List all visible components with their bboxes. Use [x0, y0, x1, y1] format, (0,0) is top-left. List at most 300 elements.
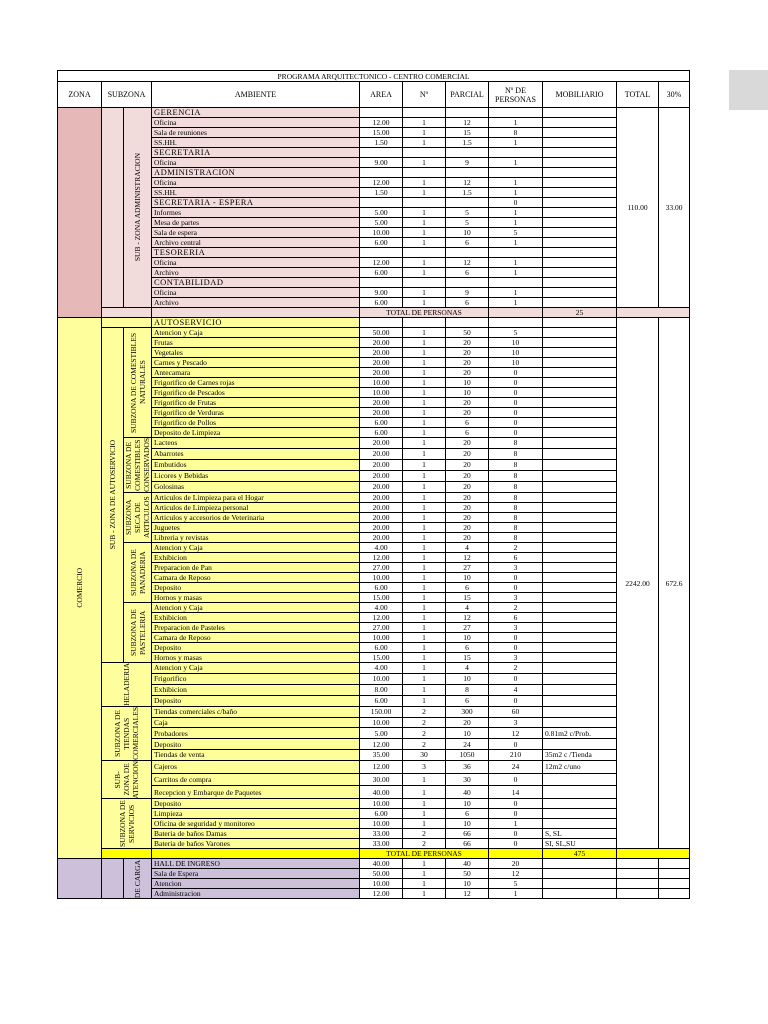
area-cell: 15.00	[360, 652, 403, 662]
table-row	[58, 622, 690, 632]
count-cell: 2	[403, 706, 446, 717]
mobiliario-cell	[543, 717, 617, 728]
table-row	[58, 318, 690, 328]
area-cell: 10.00	[360, 572, 403, 582]
parcial-cell: 20	[446, 358, 489, 368]
personas-cell: 6	[489, 612, 543, 622]
table-row	[58, 786, 690, 799]
parcial-cell: 40	[446, 859, 489, 869]
parcial-cell	[446, 248, 489, 258]
mobiliario-cell	[543, 889, 617, 899]
ambiente-cell: Carnes y Pescado	[152, 358, 360, 368]
ambiente-cell: Carritos de compra	[152, 773, 360, 786]
program-table	[57, 70, 690, 899]
mobiliario-cell	[543, 398, 617, 408]
comercio-pct: 672.6	[659, 318, 690, 849]
parcial-cell: 66	[446, 829, 489, 839]
parcial-cell: 4	[446, 602, 489, 612]
zona-comercio	[58, 318, 102, 859]
personas-cell	[489, 168, 543, 178]
mobiliario-cell	[543, 138, 617, 148]
table-row	[58, 502, 690, 512]
subzona-group-6-label: HELADERIA	[122, 662, 131, 706]
table-row	[58, 398, 690, 408]
count-cell: 1	[403, 602, 446, 612]
count-cell: 1	[403, 348, 446, 358]
table-row	[58, 278, 690, 288]
parcial-cell: 6	[446, 298, 489, 308]
personas-cell: 0	[489, 632, 543, 642]
area-cell: 12.00	[360, 552, 403, 562]
parcial-cell: 1.5	[446, 188, 489, 198]
table-row	[58, 138, 690, 148]
area-cell: 10.00	[360, 378, 403, 388]
comercio-total: 2242.00	[617, 318, 659, 849]
parcial-cell	[446, 198, 489, 208]
area-cell: 50.00	[360, 328, 403, 338]
section-heading: SECRETARIA	[152, 148, 360, 158]
mobiliario-cell	[543, 582, 617, 592]
area-cell: 4.00	[360, 542, 403, 552]
area-cell: 20.00	[360, 368, 403, 378]
count-cell: 2	[403, 717, 446, 728]
mobiliario-cell	[543, 706, 617, 717]
area-cell: 33.00	[360, 829, 403, 839]
count-cell: 1	[403, 258, 446, 268]
admin-total-personas: 25	[543, 308, 617, 318]
area-cell: 15.00	[360, 592, 403, 602]
personas-cell: 8	[489, 470, 543, 481]
ambiente-cell: Exhibicion	[152, 684, 360, 695]
count-cell: 1	[403, 592, 446, 602]
parcial-cell: 12	[446, 178, 489, 188]
mobiliario-cell	[543, 799, 617, 809]
area-cell: 20.00	[360, 512, 403, 522]
parcial-cell: 6	[446, 418, 489, 428]
table-row	[58, 749, 690, 760]
personas-cell: 8	[489, 448, 543, 459]
ambiente-cell: Frigorifico de Pollos	[152, 418, 360, 428]
mobiliario-cell	[543, 298, 617, 308]
parcial-cell: 10	[446, 388, 489, 398]
count-cell: 1	[403, 552, 446, 562]
total-cell	[617, 869, 659, 879]
parcial-cell: 4	[446, 542, 489, 552]
personas-cell: 1	[489, 819, 543, 829]
mobiliario-cell	[543, 632, 617, 642]
table-row	[58, 542, 690, 552]
ambiente-cell: Administracion	[152, 889, 360, 899]
ambiente-cell: Tiendas de venta	[152, 749, 360, 760]
mobiliario-cell	[543, 268, 617, 278]
subzona-group-2	[124, 438, 152, 493]
table-row	[58, 773, 690, 786]
parcial-cell	[446, 168, 489, 178]
mobiliario-cell	[543, 869, 617, 879]
parcial-cell: 12	[446, 118, 489, 128]
parcial-cell: 10	[446, 819, 489, 829]
ambiente-cell: Atencion y Caja	[152, 602, 360, 612]
mobiliario-cell	[543, 786, 617, 799]
ambiente-cell: Frigorifico de Verduras	[152, 408, 360, 418]
personas-cell: 12	[489, 869, 543, 879]
personas-cell: 3	[489, 622, 543, 632]
mobiliario-cell	[543, 652, 617, 662]
table-row	[58, 879, 690, 889]
table-row	[58, 408, 690, 418]
count-cell: 1	[403, 428, 446, 438]
mobiliario-cell	[543, 602, 617, 612]
table-row	[58, 238, 690, 248]
ambiente-cell: Bateria de baños Varones	[152, 839, 360, 849]
header-n: Nº	[403, 82, 446, 108]
program-sheet	[57, 70, 690, 899]
mobiliario-cell: S, SL	[543, 829, 617, 839]
comercio-total-personas-label: TOTAL DE PERSONAS	[360, 849, 489, 859]
subzona-admin-gap	[102, 108, 124, 308]
ambiente-cell: Oficina	[152, 258, 360, 268]
parcial-cell: 10	[446, 572, 489, 582]
area-cell: 6.00	[360, 428, 403, 438]
ambiente-cell: Deposito	[152, 582, 360, 592]
parcial-cell: 50	[446, 328, 489, 338]
mobiliario-cell	[543, 572, 617, 582]
total-cell	[617, 889, 659, 899]
ambiente-cell: Sala de Espera	[152, 869, 360, 879]
area-cell: 6.00	[360, 809, 403, 819]
ambiente-cell: Archivo central	[152, 238, 360, 248]
header-parcial: PARCIAL	[446, 82, 489, 108]
area-cell: 6.00	[360, 695, 403, 706]
table-row	[58, 819, 690, 829]
table-row	[58, 448, 690, 459]
ambiente-cell: Camara de Reposo	[152, 572, 360, 582]
personas-cell: 1	[489, 158, 543, 168]
spacer	[489, 849, 543, 859]
table-row	[58, 562, 690, 572]
total-cell	[617, 859, 659, 869]
personas-cell: 0	[489, 572, 543, 582]
parcial-cell: 6	[446, 642, 489, 652]
personas-cell: 0	[489, 809, 543, 819]
mobiliario-cell	[543, 168, 617, 178]
personas-cell: 1	[489, 258, 543, 268]
ambiente-cell: Antecamara	[152, 368, 360, 378]
spacer	[617, 849, 690, 859]
personas-cell: 8	[489, 502, 543, 512]
table-row	[58, 809, 690, 819]
header-area: AREA	[360, 82, 403, 108]
table-row	[58, 438, 690, 449]
table-row	[58, 268, 690, 278]
parcial-cell: 10	[446, 378, 489, 388]
ambiente-cell: Archivo	[152, 268, 360, 278]
ambiente-cell: Lacteos	[152, 438, 360, 449]
count-cell: 1	[403, 218, 446, 228]
count-cell: 1	[403, 879, 446, 889]
count-cell: 1	[403, 268, 446, 278]
spacer	[102, 308, 152, 318]
table-row	[58, 552, 690, 562]
mobiliario-cell	[543, 542, 617, 552]
personas-cell: 3	[489, 592, 543, 602]
count-cell: 1	[403, 388, 446, 398]
area-cell: 5.00	[360, 728, 403, 739]
area-cell: 20.00	[360, 338, 403, 348]
count-cell: 1	[403, 512, 446, 522]
count-cell: 1	[403, 492, 446, 502]
table-row	[58, 532, 690, 542]
personas-cell: 0	[489, 695, 543, 706]
count-cell: 1	[403, 238, 446, 248]
table-row	[58, 849, 690, 859]
count-cell: 1	[403, 398, 446, 408]
parcial-cell: 20	[446, 512, 489, 522]
count-cell: 1	[403, 128, 446, 138]
area-cell: 20.00	[360, 492, 403, 502]
parcial-cell: 20	[446, 348, 489, 358]
subzona-group-9	[102, 799, 152, 849]
ambiente-cell: Deposito	[152, 642, 360, 652]
personas-cell: 0	[489, 388, 543, 398]
table-row	[58, 728, 690, 739]
mobiliario-cell	[543, 388, 617, 398]
table-row	[58, 481, 690, 492]
table-row	[58, 308, 690, 318]
count-cell: 1	[403, 695, 446, 706]
area-cell: 20.00	[360, 398, 403, 408]
table-row	[58, 228, 690, 238]
ambiente-cell: Vegetales	[152, 348, 360, 358]
area-cell	[360, 278, 403, 288]
spacer	[102, 849, 152, 859]
table-row	[58, 158, 690, 168]
count-cell: 1	[403, 418, 446, 428]
table-row	[58, 652, 690, 662]
area-cell: 12.00	[360, 889, 403, 899]
personas-cell: 2	[489, 602, 543, 612]
mobiliario-cell	[543, 278, 617, 288]
personas-cell	[489, 318, 543, 328]
mobiliario-cell	[543, 492, 617, 502]
count-cell: 1	[403, 652, 446, 662]
ambiente-cell: Sala de espera	[152, 228, 360, 238]
mobiliario-cell	[543, 448, 617, 459]
table-row	[58, 368, 690, 378]
personas-cell: 1	[489, 208, 543, 218]
mobiliario-cell	[543, 378, 617, 388]
table-row	[58, 328, 690, 338]
personas-cell: 4	[489, 684, 543, 695]
ambiente-cell: Deposito de Limpieza	[152, 428, 360, 438]
mobiliario-cell	[543, 552, 617, 562]
parcial-cell: 50	[446, 869, 489, 879]
mobiliario-cell	[543, 408, 617, 418]
count-cell: 1	[403, 662, 446, 673]
area-cell: 10.00	[360, 673, 403, 684]
subzona-group-6	[102, 662, 152, 706]
count-cell: 1	[403, 889, 446, 899]
subzona-group-2-label: SUBZONA DE COMESTIBLES CONSERVADOS	[124, 438, 151, 492]
parcial-cell: 66	[446, 839, 489, 849]
area-cell: 10.00	[360, 879, 403, 889]
area-cell: 40.00	[360, 859, 403, 869]
parcial-cell: 12	[446, 612, 489, 622]
personas-cell: 1	[489, 288, 543, 298]
table-row	[58, 889, 690, 899]
table-row	[58, 388, 690, 398]
area-cell: 6.00	[360, 298, 403, 308]
count-cell: 1	[403, 448, 446, 459]
mobiliario-cell	[543, 318, 617, 328]
subzona-ingreso-gap	[102, 859, 124, 899]
table-row	[58, 522, 690, 532]
table-row	[58, 602, 690, 612]
area-cell	[360, 168, 403, 178]
count-cell	[403, 108, 446, 118]
subzona-autoservicio	[102, 328, 124, 663]
table-row	[58, 512, 690, 522]
header-ambiente: AMBIENTE	[152, 82, 360, 108]
table-row	[58, 859, 690, 869]
area-cell: 6.00	[360, 268, 403, 278]
subzona-group-4	[124, 542, 152, 602]
personas-cell: 14	[489, 786, 543, 799]
table-row	[58, 118, 690, 128]
area-cell: 20.00	[360, 438, 403, 449]
ambiente-cell: Limpieza	[152, 809, 360, 819]
ambiente-cell: Caja	[152, 717, 360, 728]
personas-cell: 10	[489, 348, 543, 358]
area-cell: 12.00	[360, 118, 403, 128]
parcial-cell: 20	[446, 492, 489, 502]
ambiente-cell: Probadores	[152, 728, 360, 739]
area-cell: 6.00	[360, 582, 403, 592]
personas-cell: 5	[489, 879, 543, 889]
area-cell: 4.00	[360, 662, 403, 673]
parcial-cell: 20	[446, 470, 489, 481]
ambiente-cell: Atencion y Caja	[152, 662, 360, 673]
count-cell: 1	[403, 328, 446, 338]
personas-cell: 8	[489, 481, 543, 492]
count-cell: 1	[403, 562, 446, 572]
mobiliario-cell	[543, 338, 617, 348]
mobiliario-cell	[543, 368, 617, 378]
ambiente-cell: Archivo	[152, 298, 360, 308]
parcial-cell: 4	[446, 662, 489, 673]
ambiente-cell: Exhibicion	[152, 552, 360, 562]
subzona-group-1-label: SUBZONA DE COMESTIBLES NATURALES	[128, 332, 147, 433]
personas-cell: 2	[489, 662, 543, 673]
ambiente-cell: Exhibicion	[152, 612, 360, 622]
area-cell: 20.00	[360, 502, 403, 512]
table-row	[58, 662, 690, 673]
area-cell	[360, 248, 403, 258]
parcial-cell: 10	[446, 673, 489, 684]
area-cell: 150.00	[360, 706, 403, 717]
parcial-cell: 6	[446, 582, 489, 592]
area-cell: 4.00	[360, 602, 403, 612]
personas-cell: 1	[489, 178, 543, 188]
table-row	[58, 218, 690, 228]
ambiente-cell: Abarrotes	[152, 448, 360, 459]
count-cell: 3	[403, 760, 446, 773]
parcial-cell: 20	[446, 368, 489, 378]
mobiliario-cell	[543, 218, 617, 228]
parcial-cell: 9	[446, 158, 489, 168]
area-cell: 27.00	[360, 562, 403, 572]
subzona-admin	[124, 108, 152, 308]
area-cell: 10.00	[360, 632, 403, 642]
count-cell	[403, 318, 446, 328]
count-cell: 1	[403, 869, 446, 879]
parcial-cell: 20	[446, 481, 489, 492]
parcial-cell: 20	[446, 459, 489, 470]
ambiente-cell: Oficina	[152, 288, 360, 298]
ambiente-cell: Licores y Bebidas	[152, 470, 360, 481]
personas-cell: 0	[489, 799, 543, 809]
mobiliario-cell	[543, 470, 617, 481]
personas-cell: 8	[489, 532, 543, 542]
section-heading: CONTABILIDAD	[152, 278, 360, 288]
parcial-cell: 8	[446, 684, 489, 695]
count-cell: 1	[403, 470, 446, 481]
mobiliario-cell	[543, 428, 617, 438]
count-cell: 1	[403, 582, 446, 592]
ambiente-cell: Articulos de Limpieza para el Hogar	[152, 492, 360, 502]
personas-cell: 10	[489, 338, 543, 348]
table-row	[58, 592, 690, 602]
subzona-admin-label: SUB - ZONA ADMINISTRACION	[133, 153, 142, 262]
ambiente-cell: Deposito	[152, 799, 360, 809]
pct-cell	[659, 859, 690, 869]
area-cell: 9.00	[360, 158, 403, 168]
mobiliario-cell	[543, 108, 617, 118]
personas-cell: 8	[489, 512, 543, 522]
parcial-cell: 10	[446, 632, 489, 642]
parcial-cell: 300	[446, 706, 489, 717]
area-cell: 5.00	[360, 218, 403, 228]
mobiliario-cell	[543, 178, 617, 188]
subzona-group-8	[102, 760, 152, 799]
area-cell: 5.00	[360, 208, 403, 218]
personas-cell: 24	[489, 760, 543, 773]
section-heading: ADMINISTRACION	[152, 168, 360, 178]
personas-cell: 0	[489, 642, 543, 652]
ambiente-cell: Articulos de Limpieza personal	[152, 502, 360, 512]
area-cell	[360, 148, 403, 158]
subzona-ingreso-label: DE CARGA	[133, 859, 142, 898]
personas-cell: 1	[489, 268, 543, 278]
parcial-cell: 6	[446, 238, 489, 248]
table-row	[58, 582, 690, 592]
count-cell: 1	[403, 684, 446, 695]
mobiliario-cell	[543, 328, 617, 338]
mobiliario-cell	[543, 522, 617, 532]
parcial-cell: 20	[446, 532, 489, 542]
mobiliario-cell	[543, 502, 617, 512]
ambiente-cell: Oficina	[152, 178, 360, 188]
area-cell: 20.00	[360, 481, 403, 492]
parcial-cell: 20	[446, 717, 489, 728]
parcial-cell: 36	[446, 760, 489, 773]
spacer	[489, 308, 543, 318]
area-cell: 10.00	[360, 799, 403, 809]
table-row	[58, 128, 690, 138]
subzona-group-3-label: SUBZONA SECA DE ARTICULOS	[124, 496, 151, 539]
table-row	[58, 799, 690, 809]
ambiente-cell: Preparacion de Pasteles	[152, 622, 360, 632]
